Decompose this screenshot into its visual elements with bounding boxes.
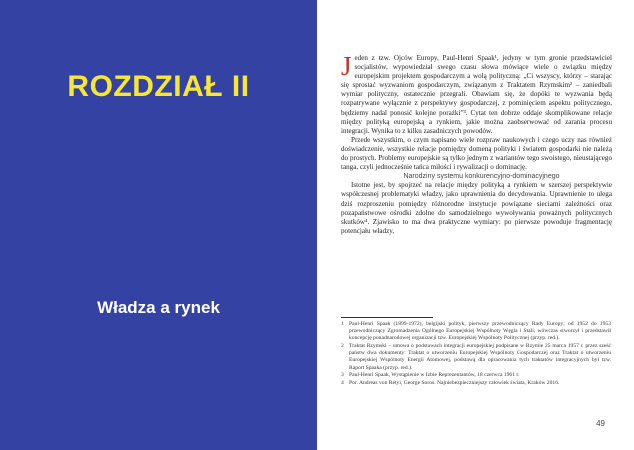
main-text xyxy=(341,51,612,236)
footnote xyxy=(341,321,611,343)
chapter-subtitle: Władza a rynek xyxy=(97,298,220,317)
footnote-text: Paul-Henri Spaak (1899-1972), belgijski polityk, pierwszy przewodniczący Rady Europy; od 1952 do 1953 przewodniczący Zgromadzenia Ogólnego Europejskiej Wspólnoty Węgla i Stali; wówczas stworzył i przedstawił koncepcję ponadnarodowej organizacji tzw. Europejskiej Wspólnoty Politycznej (przyp. red.). xyxy=(349,321,611,342)
footnote xyxy=(341,380,611,387)
footnote xyxy=(341,343,611,372)
footnote-number: 3 xyxy=(341,372,344,379)
footnote-number: 4 xyxy=(341,379,344,386)
page-number: 49 xyxy=(596,419,605,428)
footnote-number: 1 xyxy=(341,321,344,327)
paragraph-3: Istotne jest, by spojrzeć na relacje między polityką a rynkiem w szerszej perspektywie współczesnej problematyki władzy, jako uprawnienia do decydowania. Uprawnienie to ulega dziś rozproszeniu pomiędzy różnorodne instytucje powiązane sieciami zależności oraz pozapaństwowe ośrodki zdolne do samodzielnego wywoływania poważnych politycznych skutków⁴. Zjawisko to ma dwa praktyczne wymiary: po pierwsze powoduje fragmentację potencjału władzy, xyxy=(341,181,612,235)
chapter-title: ROZDZIAŁ II xyxy=(67,70,250,103)
footnote-text: Por. Andreas von Rétyi, George Soros. Najniebezpieczniejszy człowiek świata, Kraków 2016. xyxy=(349,379,560,386)
paragraph-1 xyxy=(341,51,612,136)
footnotes xyxy=(341,321,611,387)
paragraph-1-text: eden z tzw. Ojców Europy, Paul-Henri Spaak¹, jedyny w tym gronie przedstawiciel socjalistów, wypowiedział swego czasu słowa mówiące wiele o związku między europejskim projektem gospodarczym a wolą polityczną: „Ci wszyscy, którzy – starając się sprostać wyzwaniom gospodarczym, związanym z Traktatem Rzymskim² – zaniedbali wymiar polityczny, ostatecznie przegrali. Obawiam się, że dopóki te wyzwania będą rozpatrywane wyłącznie z perspektywy gospodarczej, z pominięciem aspektu politycznego, będziemy nadal ponosić kolejne porażki”³. Cytat ten dobrze oddaje skomplikowane relacje między polityką europejską a rynkiem, jakie można zaobserwować od zarania procesu integracji. Wynika to z kilku zasadniczych powodów. xyxy=(341,54,612,135)
footnote-text: Traktat Rzymski – umowa o podstawach integracji europejskiej podpisane w Rzymie 25 marca 1957 r. przez sześć państw dwa dokumenty: Traktat o utworzeniu Europejskiej Wspólnoty Gospodarczej oraz Traktat o utworzeniu Europejskiej Wspólnoty Energii Atomowej, podstawą dla opracowania tych traktatów integracyjnych był tzw. Raport Spaaka (przyp. red.). xyxy=(349,343,611,371)
footnote-number: 2 xyxy=(341,343,344,349)
paragraph-2: Przede wszystkim, o czym napisano wiele rozpraw naukowych i czego uczy nas również doświadczenie, wszystkie relacje pomiędzy domeną polityki i światem gospodarki nie należą do prostych. Problemy europejskie są tylko jednym z wariantów tego swoistego, nieustającego tanga, czyli jednocześnie tańca miłości i rywalizacji o dominację. xyxy=(341,135,612,172)
right-page xyxy=(317,0,634,450)
drop-cap: J xyxy=(341,51,352,81)
footnote-divider xyxy=(341,317,433,318)
footnote xyxy=(341,372,611,379)
section-heading: Narodziny systemu konkurencyjno-dominacyjnego xyxy=(403,173,560,181)
footnote-text: Paul-Henri Spaak, Wystąpienie w Izbie Reprezentantów, 18 czerwca 1961 r. xyxy=(349,372,520,379)
